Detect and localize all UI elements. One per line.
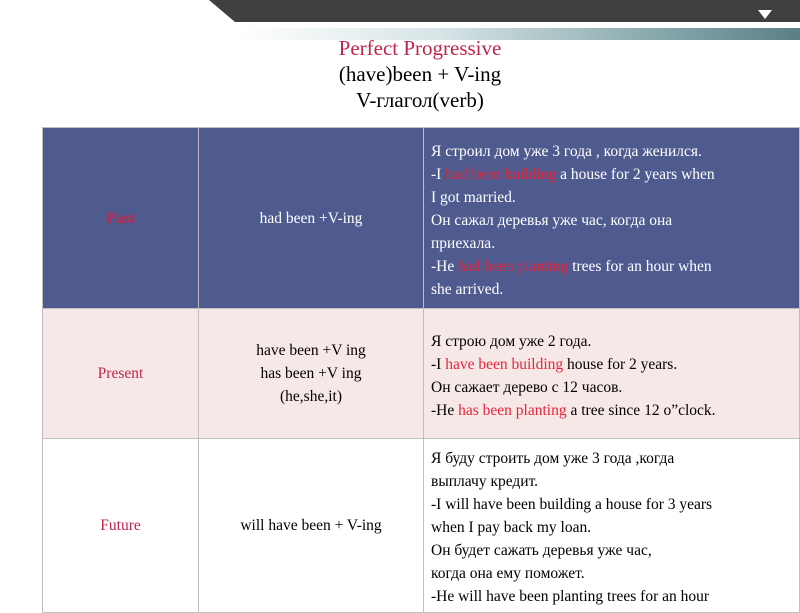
example-line: when I pay back my loan. [431, 519, 592, 536]
highlighted-verb: had been planting [458, 257, 569, 275]
example-line: приехала. [431, 234, 496, 252]
table-row-present [43, 309, 800, 439]
example-line: -I have been building house for 2 years. [431, 355, 678, 373]
example-line: -I will have been building a house for 3 years [431, 496, 713, 513]
tense-table [42, 127, 800, 613]
example-cell [424, 128, 800, 309]
slide-formula: (have)been + V-ing [338, 62, 502, 86]
example-line: -He had been planting trees for an hour when [431, 257, 712, 275]
form-cell [199, 309, 424, 439]
top-decorative-bar [235, 0, 800, 22]
form-line: will have been + V-ing [240, 517, 382, 534]
slide-title-block [0, 36, 800, 113]
example-line: -I had been building a house for 2 years when [431, 165, 715, 183]
example-line: she arrived. [431, 280, 504, 298]
example-line: когда она ему поможет. [431, 565, 585, 582]
table-row-future [43, 439, 800, 613]
example-line: I got married. [431, 188, 516, 206]
tense-cell: Present [43, 309, 199, 439]
slide-legend: V-глагол(verb) [356, 88, 484, 112]
tense-cell: Past [43, 128, 199, 309]
form-cell [199, 128, 424, 309]
example-line: выплачу кредит. [431, 473, 539, 490]
slide-title: Perfect Progressive [338, 36, 502, 60]
highlighted-verb: has been planting [458, 401, 567, 419]
example-line: Он сажал деревья уже час, когда она [431, 211, 673, 229]
highlighted-verb: have been building [445, 355, 564, 373]
example-line: -He has been planting a tree since 12 o”clock. [431, 401, 716, 419]
form-line: had been +V-ing [259, 209, 363, 227]
form-cell [199, 439, 424, 613]
bar-notch [758, 10, 772, 19]
table-row-past [43, 128, 800, 309]
form-line: have been +V ing [256, 342, 366, 359]
example-line: Я буду строить дом уже 3 года ,когда [431, 450, 675, 467]
example-line: Он сажает дерево с 12 часов. [431, 378, 623, 396]
example-line: Он будет сажать деревья уже час, [431, 542, 652, 559]
example-cell [424, 439, 800, 613]
form-line: (he,she,it) [280, 388, 342, 405]
example-line: -He will have been planting trees for an hour [431, 588, 710, 605]
tense-cell: Future [43, 439, 199, 613]
highlighted-verb: had been building [445, 165, 557, 183]
example-line: Я строю дом уже 2 года. [431, 332, 592, 350]
example-cell [424, 309, 800, 439]
form-line: has been +V ing [260, 365, 362, 382]
example-line: Я строил дом уже 3 года , когда женился. [431, 142, 702, 160]
